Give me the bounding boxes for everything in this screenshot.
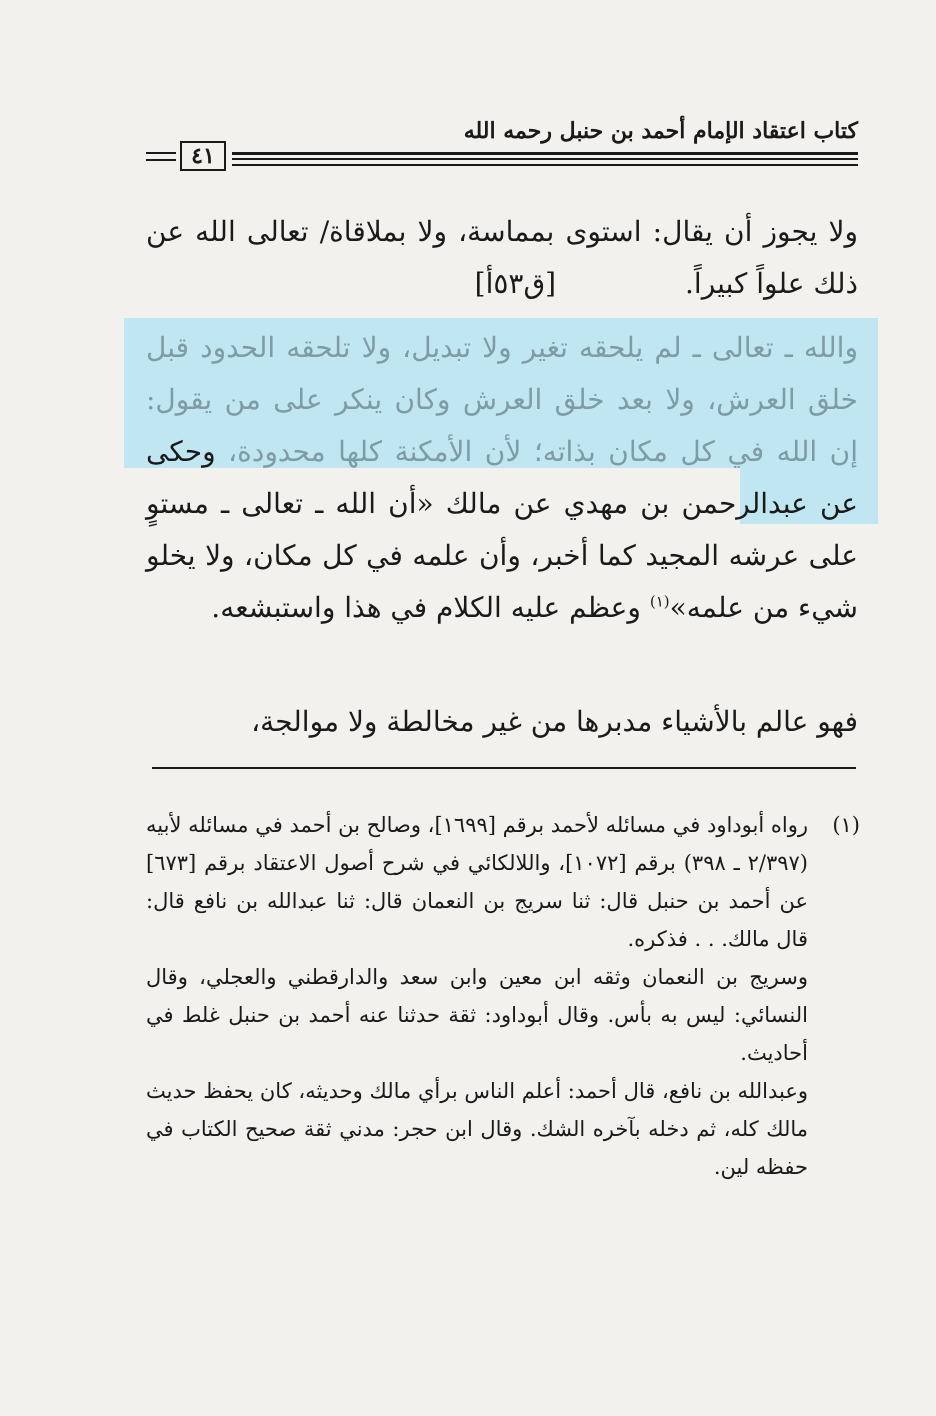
paragraph-3: فهو عالم بالأشياء مدبرها من غير مخالطة ولا موالجة، [251,705,858,738]
paragraph-2-text-end: وعظم عليه الكلام في هذا واستبشعه. [211,591,641,624]
paragraph-2-text: وحكى عن عبدالرحمن بن مهدي عن مالك «أن الله ـ تعالى ـ مستوٍ على عرشه المجيد كما أخبر، وأن علمه في كل مكان، ولا يخلو شيء من علمه» [146,435,858,624]
paragraph-1-text: ولا يجوز أن يقال: استوى بمماسة، ولا بملاقاة/ تعالى الله عن ذلك علواً كبيراً. [146,215,858,300]
paragraph-1 [146,206,858,310]
header-rule [232,164,858,166]
footnote-separator [152,767,856,769]
footnotes [146,806,860,1186]
manuscript-folio-ref: [ق٥٣أ] [474,267,557,300]
paragraph-2 [146,322,858,634]
header-rule [232,152,858,155]
page-number: ٤١ [180,141,226,171]
highlighted-text[interactable]: والله ـ تعالى ـ لم يلحقه تغير ولا تبديل، ولا تلحقه الحدود قبل خلق العرش، ولا بعد خلق العرش وكان ينكر على من يقول: إن الله في كل مكان بذاته؛ لأن الأمكنة كلها محدودة، [146,331,858,468]
running-title: كتاب اعتقاد الإمام أحمد بن حنبل رحمه الله [463,118,858,144]
footnote-line: وسريج بن النعمان وثقه ابن معين وابن سعد والدارقطني والعجلي، وقال النسائي: ليس به بأس. وقال أبوداود: ثقة حدثنا عنه أحمد بن حنبل غلط في أحاديث. [146,965,808,1065]
footnote-reference: (١) [649,592,670,611]
footnote-line: رواه أبوداود في مسائله لأحمد برقم [١٦٩٩]، وصالح بن أحمد في مسائله لأبيه (٢/٣٩٧ ـ ٣٩٨) برقم [١٠٧٢]، واللالكائي في شرح أصول الاعتقاد برقم [٦٧٣] عن أحمد بن حنبل قال: ثنا سريج بن النعمان قال: ثنا عبدالله بن نافع قال: قال مالك. . . فذكره. [146,813,808,951]
header-rule [232,158,858,160]
page-number-ornament [146,152,176,166]
footnote-line: وعبدالله بن نافع، قال أحمد: أعلم الناس برأي مالك وحديثه، كان يحفظ حديث مالك كله، ثم دخله بآخره الشك. وقال ابن حجر: مدني ثقة صحيح الكتاب في حفظه لين. [146,1079,808,1179]
footnote-marker: (١) [832,813,860,837]
